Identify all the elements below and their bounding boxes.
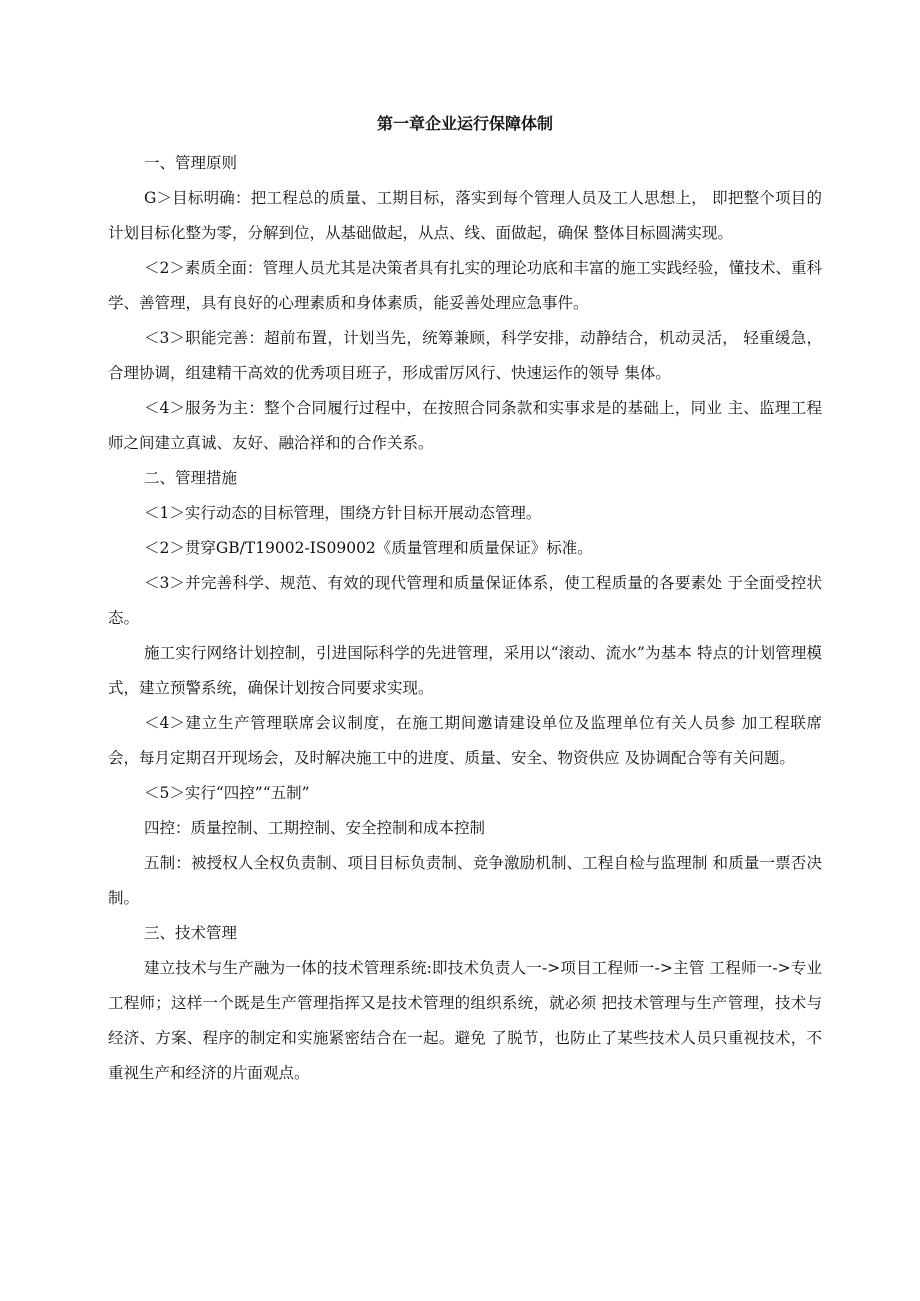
paragraph: ＜4＞建立生产管理联席会议制度，在施工期间邀请建设单位及监理单位有关人员参 加工程联席会，每月定期召开现场会，及时解决施工中的进度、质量、安全、物资供应 及协调配合等有关问题。 bbox=[108, 714, 822, 767]
section-heading: 三、技术管理 bbox=[144, 924, 238, 942]
paragraph: ＜2＞贯穿GB/T19002-IS09002《质量管理和质量保证》标准。 bbox=[144, 539, 593, 557]
section-heading: 一、管理原则 bbox=[144, 154, 238, 172]
paragraph: ＜1＞实行动态的目标管理，围绕方针目标开展动态管理。 bbox=[144, 504, 542, 522]
chapter-title: 第一章企业运行保障体制 bbox=[376, 114, 553, 133]
paragraph: ＜4＞服务为主：整个合同履行过程中，在按照合同条款和实事求是的基础上，同业 主、监理工程师之间建立真诚、友好、融洽祥和的合作关系。 bbox=[108, 399, 822, 452]
paragraph: 建立技术与生产融为一体的技术管理系统:即技术负责人一->项目工程师一->主管 工程师一->专业工程师；这样一个既是生产管理指挥又是技术管理的组织系统，就必须 把技术管理与生产管理，技术与经济、方案、程序的制定和实施紧密结合在一起。避免 了脱节，也防止了某些技术人员只重视技术，不重视生产和经济的片面观点。 bbox=[108, 959, 822, 1082]
paragraph: ＜2＞素质全面：管理人员尤其是决策者具有扎实的理论功底和丰富的施工实践经验，懂技术、重科学、善管理，具有良好的心理素质和身体素质，能妥善处理应急事件。 bbox=[108, 259, 822, 312]
paragraph: 施工实行网络计划控制，引进国际科学的先进管理，采用以“滚动、流水”为基本 特点的计划管理模式，建立预警系统，确保计划按合同要求实现。 bbox=[108, 644, 822, 697]
paragraph: ＜5＞实行“四控”“五制” bbox=[144, 784, 310, 802]
paragraph: ＜3＞职能完善：超前布置，计划当先，统筹兼顾，科学安排，动静结合，机动灵活， 轻重缓急，合理协调，组建精干高效的优秀项目班子，形成雷厉风行、快速运作的领导 集体。 bbox=[108, 329, 822, 382]
paragraph: 五制：被授权人全权负责制、项目目标负责制、竞争激励机制、工程自检与监理制 和质量一票否决制。 bbox=[108, 854, 822, 907]
document-page bbox=[108, 112, 822, 1091]
paragraph: ＜3＞并完善科学、规范、有效的现代管理和质量保证体系，使工程质量的各要素处 于全面受控状态。 bbox=[108, 574, 822, 627]
section-heading: 二、管理措施 bbox=[144, 469, 238, 487]
paragraph: G＞目标明确：把工程总的质量、工期目标，落实到每个管理人员及工人思想上， 即把整个项目的计划目标化整为零，分解到位，从基础做起，从点、线、面做起，确保 整体目标圆满实现。 bbox=[108, 189, 822, 242]
paragraph: 四控：质量控制、工期控制、安全控制和成本控制 bbox=[144, 819, 486, 837]
